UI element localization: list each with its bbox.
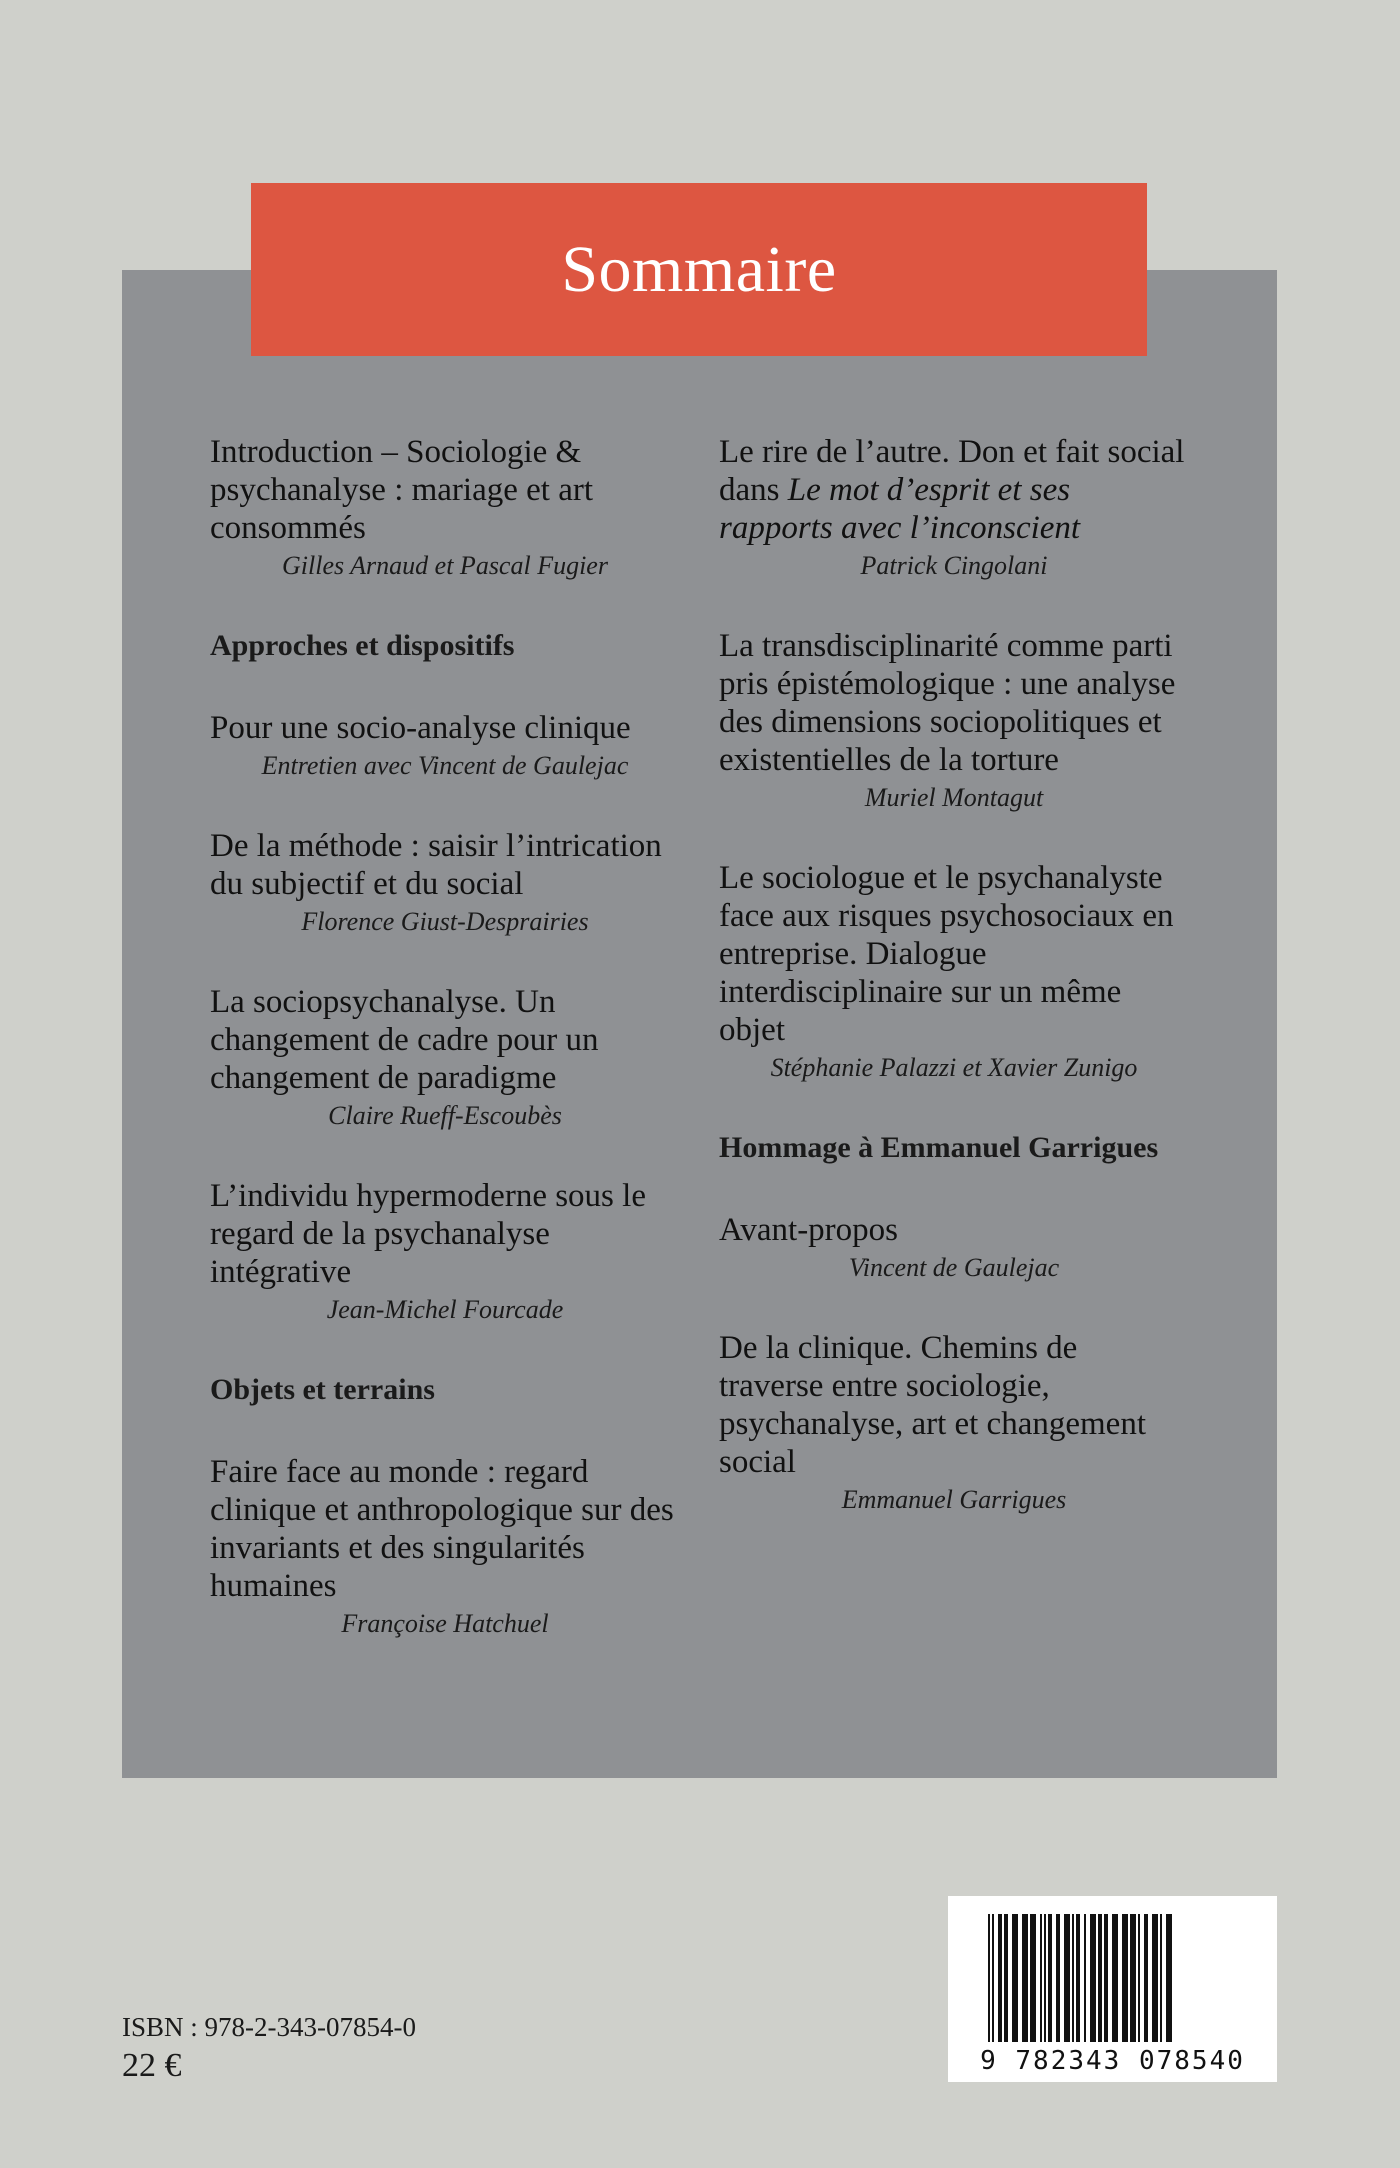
barcode-bar (1072, 1914, 1074, 2042)
page-title: Sommaire (561, 232, 837, 306)
barcode-bars (948, 1896, 1277, 2046)
toc-entry-author: Françoise Hatchuel (341, 1609, 549, 1638)
toc-entry-author: Florence Giust-Desprairies (301, 907, 589, 936)
toc-entry (719, 1329, 1189, 1517)
barcode-bar (988, 1914, 990, 2042)
toc-entry (210, 1177, 680, 1327)
toc-entry (210, 827, 680, 939)
section-heading: Objets et terrains (210, 1373, 435, 1406)
toc-entry-title: Avant-propos (719, 1212, 899, 1248)
toc-entry (210, 1453, 680, 1641)
toc-entry-title: La transdisciplinarité comme parti pris épistémologique : une analyse des dimensions sociopolitiques et existentielles de la torture (719, 628, 1176, 778)
toc-entry (719, 433, 1189, 583)
barcode-bar (998, 1914, 1002, 2042)
barcode-bar (1160, 1914, 1162, 2042)
toc-entry-author: Stéphanie Palazzi et Xavier Zunigo (770, 1053, 1138, 1082)
toc-entry-title-plain: Le rire de l’autre. Don et fait social dans (719, 434, 1185, 508)
barcode-bar (1056, 1914, 1060, 2042)
barcode-bar (1040, 1914, 1042, 2042)
toc-entry-title: Pour une socio-analyse clinique (210, 710, 631, 746)
barcode-bar (1138, 1914, 1140, 2042)
barcode-bar (1084, 1914, 1086, 2042)
toc-entry (719, 1211, 1189, 1285)
barcode-bar (1090, 1914, 1096, 2042)
toc-entry-title: De la méthode : saisir l’intrication du subjectif et du social (210, 828, 662, 902)
toc-entry-author: Entretien avec Vincent de Gaulejac (261, 751, 629, 780)
barcode-bar (1104, 1914, 1108, 2042)
barcode-bar (1166, 1914, 1172, 2042)
toc-entry (210, 983, 680, 1133)
barcode-bar (1004, 1914, 1008, 2042)
toc-entry-author: Jean-Michel Fourcade (326, 1295, 564, 1324)
toc-entry-title (719, 433, 1189, 547)
toc-entry-title: Introduction – Sociologie & psychanalyse : mariage et art consommés (210, 434, 593, 546)
barcode-bar (1130, 1914, 1136, 2042)
toc-entry-author: Gilles Arnaud et Pascal Fugier (282, 551, 608, 580)
isbn-text: ISBN : 978-2-343-07854-0 (122, 2012, 416, 2042)
price-text: 22 € (122, 2047, 182, 2084)
toc-entry (719, 859, 1189, 1085)
toc-entry-author: Vincent de Gaulejac (848, 1253, 1060, 1282)
barcode-bar (1144, 1914, 1148, 2042)
toc-entry-author: Patrick Cingolani (860, 551, 1048, 580)
barcode-bar (1022, 1914, 1028, 2042)
toc-entry-author: Muriel Montagut (864, 783, 1044, 812)
toc-entry-title: Le sociologue et le psychanalyste face aux risques psychosociaux en entreprise. Dialogue interdisciplinaire sur un même objet (719, 860, 1174, 1048)
right-column (719, 433, 1189, 1561)
toc-entry-author: Claire Rueff-Escoubès (328, 1101, 562, 1130)
barcode-bar (992, 1914, 994, 2042)
sommaire-banner (251, 183, 1147, 356)
toc-entry-title: La sociopsychanalyse. Un changement de cadre pour un changement de paradigme (210, 984, 599, 1096)
toc-entry (210, 433, 680, 583)
barcode-bar (1098, 1914, 1102, 2042)
toc-entry-title: L’individu hypermoderne sous le regard de la psychanalyse intégrative (210, 1178, 646, 1290)
barcode-bar (1064, 1914, 1070, 2042)
toc-entry-author: Emmanuel Garrigues (841, 1485, 1067, 1514)
barcode-bar (1112, 1914, 1118, 2042)
barcode-bar (1152, 1914, 1158, 2042)
toc-entry-title: Faire face au monde : regard clinique et anthropologique sur des invariants et des singularités humaines (210, 1454, 674, 1604)
left-column (210, 433, 680, 1685)
toc-entry (719, 627, 1189, 815)
barcode-bar (1012, 1914, 1018, 2042)
barcode-bar (1030, 1914, 1036, 2042)
barcode-bar (1076, 1914, 1080, 2042)
barcode-digits: 9 782343 078540 (980, 2046, 1245, 2076)
section-heading: Hommage à Emmanuel Garrigues (719, 1131, 1159, 1164)
toc-entry (210, 709, 680, 783)
barcode (948, 1896, 1277, 2082)
section-heading: Approches et dispositifs (210, 629, 515, 662)
barcode-bar (1048, 1914, 1052, 2042)
barcode-bar (1122, 1914, 1128, 2042)
barcode-bar (1044, 1914, 1046, 2042)
toc-entry-title: De la clinique. Chemins de traverse entre sociologie, psychanalyse, art et changement social (719, 1330, 1146, 1480)
toc-entry-title-italic: Le mot d’esprit et ses rapports avec l’inconscient (719, 472, 1081, 546)
